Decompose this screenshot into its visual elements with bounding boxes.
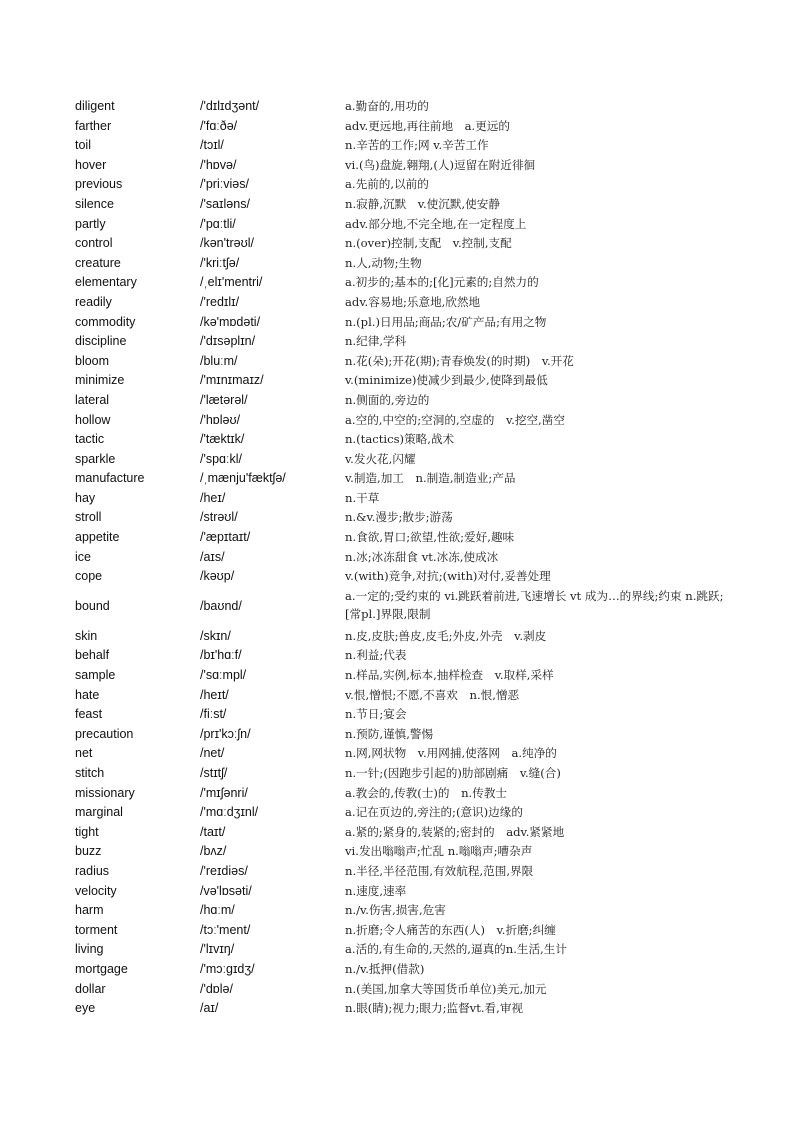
entry-definition: n.(over)控制,支配 v.控制,支配 — [345, 236, 512, 251]
vocab-row — [75, 960, 725, 980]
entry-definition: n.(pl.)日用品;商品;农/矿产品;有用之物 — [345, 314, 547, 329]
vocab-row — [75, 999, 725, 1019]
vocab-row — [75, 450, 725, 470]
entry-phonetic: /bluːm/ — [200, 353, 238, 368]
entry-phonetic: /'lætərəl/ — [200, 392, 248, 407]
vocab-row — [75, 430, 725, 450]
entry-phonetic: /net/ — [200, 746, 225, 761]
vocab-row — [75, 823, 725, 843]
entry-phonetic: /'æpɪtaɪt/ — [200, 530, 251, 545]
entry-word: velocity — [75, 883, 117, 898]
entry-phonetic: /'dɪsəplɪn/ — [200, 334, 256, 349]
entry-word: skin — [75, 628, 98, 643]
entry-definition: v.发火花,闪耀 — [345, 451, 416, 466]
entry-definition: a.活的,有生命的,天然的,逼真的n.生活,生计 — [345, 942, 567, 957]
vocab-row — [75, 744, 725, 764]
entry-definition: adv.更远地,再往前地 a.更远的 — [345, 118, 511, 133]
entry-definition: n.折磨;令人痛苦的东西(人) v.折磨;纠缠 — [345, 922, 556, 937]
entry-word: tactic — [75, 432, 105, 447]
vocab-row — [75, 725, 725, 745]
entry-word: commodity — [75, 314, 136, 329]
entry-definition: adv.容易地;乐意地,欣然地 — [345, 294, 481, 309]
vocabulary-list — [75, 97, 725, 1019]
entry-phonetic: /'mɑːdʒɪnl/ — [200, 805, 259, 820]
vocab-row — [75, 254, 725, 274]
vocab-row — [75, 273, 725, 293]
entry-phonetic: /'lɪvɪŋ/ — [200, 942, 235, 957]
entry-phonetic: /kəʊp/ — [200, 569, 235, 584]
vocab-row — [75, 921, 725, 941]
vocab-row — [75, 293, 725, 313]
entry-word: eye — [75, 1001, 96, 1016]
entry-definition: v.制造,加工 n.制造,制造业;产品 — [345, 471, 516, 486]
vocab-row — [75, 842, 725, 862]
entry-phonetic: /'redɪlɪ/ — [200, 294, 240, 309]
vocab-row — [75, 175, 725, 195]
entry-word: sparkle — [75, 451, 116, 466]
entry-word: creature — [75, 255, 121, 270]
entry-definition: a.记在页边的,旁注的;(意识)边缘的 — [345, 805, 523, 820]
vocab-row — [75, 215, 725, 235]
entry-phonetic: /'mɪʃənri/ — [200, 785, 248, 800]
entry-word: living — [75, 942, 104, 957]
vocab-row — [75, 803, 725, 823]
vocab-row — [75, 117, 725, 137]
vocab-row — [75, 234, 725, 254]
entry-word: sample — [75, 668, 116, 683]
vocab-row — [75, 313, 725, 333]
entry-definition: n.&v.漫步;散步;游荡 — [345, 510, 453, 525]
entry-word: marginal — [75, 805, 123, 820]
entry-definition: v.(minimize)使减少到最少,使降到最低 — [345, 373, 548, 388]
entry-phonetic: /heɪt/ — [200, 687, 229, 702]
entry-word: behalf — [75, 648, 110, 663]
vocab-row — [75, 508, 725, 528]
entry-word: mortgage — [75, 961, 128, 976]
vocab-row — [75, 882, 725, 902]
entry-definition: n.人,动物;生物 — [345, 255, 422, 270]
vocab-row — [75, 627, 725, 647]
vocab-row — [75, 646, 725, 666]
entry-definition: a.勤奋的,用功的 — [345, 99, 429, 113]
entry-word: stitch — [75, 766, 105, 780]
entry-phonetic: /bʌz/ — [200, 844, 227, 859]
entry-word: torment — [75, 922, 118, 937]
entry-phonetic: /'sɑːmpl/ — [200, 668, 247, 683]
vocab-row — [75, 391, 725, 411]
vocab-row — [75, 862, 725, 882]
entry-definition: n.寂静,沉默 v.使沉默,使安静 — [345, 196, 500, 211]
entry-definition: n.网,网状物 v.用网捕,使落网 a.纯净的 — [345, 746, 557, 761]
entry-definition: n.眼(睛);视力;眼力;监督vt.看,审视 — [345, 1001, 524, 1016]
entry-phonetic: /aɪ/ — [200, 1001, 219, 1016]
entry-word: discipline — [75, 334, 127, 349]
entry-word: manufacture — [75, 471, 145, 486]
vocab-row — [75, 489, 725, 509]
vocab-row — [75, 705, 725, 725]
entry-phonetic: /prɪ'kɔːʃn/ — [200, 726, 251, 741]
entry-word: feast — [75, 707, 103, 722]
entry-definition: n.皮,皮肤;兽皮,皮毛;外皮,外壳 v.剥皮 — [345, 628, 547, 643]
entry-phonetic: /'priːviəs/ — [200, 177, 249, 192]
vocab-row — [75, 528, 725, 548]
vocab-row — [75, 784, 725, 804]
entry-phonetic: /'spɑːkl/ — [200, 451, 242, 466]
entry-definition: n.干草 — [345, 490, 380, 505]
entry-definition: adv.部分地,不完全地,在一定程度上 — [345, 216, 527, 231]
vocab-row — [75, 371, 725, 391]
entry-phonetic: /'tæktɪk/ — [200, 432, 245, 447]
vocab-row — [75, 332, 725, 352]
vocab-row — [75, 352, 725, 372]
entry-phonetic: /bɪ'hɑːf/ — [200, 648, 242, 663]
entry-definition: a.先前的,以前的 — [345, 177, 429, 192]
entry-definition: v.(with)竞争,对抗;(with)对付,妥善处理 — [345, 569, 551, 584]
entry-word: hate — [75, 687, 100, 702]
vocab-row — [75, 156, 725, 176]
entry-word: previous — [75, 177, 123, 192]
entry-definition: n.(tactics)策略,战术 — [345, 432, 455, 447]
entry-phonetic: /'hɒvə/ — [200, 157, 237, 172]
entry-phonetic: /'mɔːgɪdʒ/ — [200, 961, 255, 976]
entry-definition: n.样品,实例,标本,抽样检查 v.取样,采样 — [345, 668, 554, 683]
vocab-row — [75, 587, 725, 627]
entry-phonetic: /baʊnd/ — [200, 598, 242, 613]
entry-word: minimize — [75, 373, 125, 388]
entry-phonetic: /stɪtʃ/ — [200, 766, 228, 780]
entry-word: hollow — [75, 412, 111, 427]
entry-definition: a.紧的;紧身的,装紧的;密封的 adv.紧紧地 — [345, 824, 565, 839]
entry-word: harm — [75, 903, 104, 918]
entry-word: toil — [75, 138, 91, 153]
vocab-row — [75, 97, 725, 117]
vocab-row — [75, 567, 725, 587]
entry-definition: n.预防,谨慎,警惕 — [345, 726, 434, 741]
entry-definition: vi.(鸟)盘旋,翱翔,(人)逗留在附近徘徊 — [345, 157, 536, 172]
entry-definition: n.食欲,胃口;欲望,性欲;爱好,趣味 — [345, 530, 515, 545]
entry-phonetic: /'hɒləʊ/ — [200, 412, 241, 427]
entry-definition: n.辛苦的工作;网 v.辛苦工作 — [345, 138, 489, 153]
vocab-row — [75, 136, 725, 156]
vocab-row — [75, 980, 725, 1000]
entry-definition: n.节日;宴会 — [345, 707, 407, 722]
entry-definition: a.空的,中空的;空洞的,空虚的 v.挖空,凿空 — [345, 412, 565, 427]
entry-phonetic: /'fɑːðə/ — [200, 118, 238, 133]
entry-word: readily — [75, 294, 112, 309]
entry-word: buzz — [75, 844, 102, 859]
entry-definition: a.一定的;受约束的 vi.跳跃着前进,飞速增长 vt 成为…的界线;约束 n.跳跃;[常pl.]界限,限制 — [345, 588, 724, 621]
entry-phonetic: /strəʊl/ — [200, 510, 238, 525]
entry-definition: vi.发出嗡嗡声;忙乱 n.嗡嗡声;嘈杂声 — [345, 844, 533, 859]
entry-phonetic: /ˌelɪ'mentri/ — [200, 275, 263, 290]
entry-word: missionary — [75, 785, 135, 800]
entry-word: partly — [75, 216, 106, 231]
entry-definition: n./v.伤害,损害,危害 — [345, 903, 446, 918]
entry-definition: n.纪律,学科 — [345, 334, 407, 349]
entry-word: elementary — [75, 275, 137, 290]
entry-definition: n.花(朵);开花(期);青春焕发(的时期) v.开花 — [345, 353, 574, 368]
entry-phonetic: /hɑːm/ — [200, 903, 235, 918]
entry-word: cope — [75, 569, 103, 584]
entry-word: tight — [75, 824, 99, 839]
entry-word: ice — [75, 549, 91, 564]
entry-word: net — [75, 746, 93, 761]
entry-definition: n.侧面的,旁边的 — [345, 392, 430, 407]
entry-phonetic: /'kriːtʃə/ — [200, 255, 240, 270]
entry-phonetic: /'pɑːtli/ — [200, 216, 236, 231]
entry-definition: a.初步的;基本的;[化]元素的;自然力的 — [345, 275, 539, 290]
entry-word: silence — [75, 196, 114, 211]
entry-phonetic: /'saɪləns/ — [200, 196, 250, 211]
vocab-row — [75, 686, 725, 706]
vocab-row — [75, 195, 725, 215]
entry-phonetic: /tɔː'ment/ — [200, 922, 251, 937]
entry-word: hay — [75, 490, 96, 505]
entry-definition: v.恨,憎恨;不愿,不喜欢 n.恨,憎恶 — [345, 687, 520, 702]
entry-phonetic: /heɪ/ — [200, 490, 226, 505]
entry-word: farther — [75, 118, 112, 133]
entry-phonetic: /fiːst/ — [200, 707, 227, 722]
vocab-row — [75, 548, 725, 568]
entry-word: dollar — [75, 981, 106, 996]
vocab-row — [75, 469, 725, 489]
entry-phonetic: /'reɪdiəs/ — [200, 863, 248, 878]
entry-phonetic: /ˌmænju'fæktʃə/ — [200, 471, 286, 486]
entry-phonetic: /skɪn/ — [200, 628, 231, 643]
entry-word: stroll — [75, 510, 102, 525]
entry-word: bloom — [75, 353, 110, 368]
entry-word: diligent — [75, 99, 115, 113]
entry-phonetic: /taɪt/ — [200, 824, 226, 839]
vocab-row — [75, 940, 725, 960]
entry-definition: n.半径,半径范围,有效航程,范围,界限 — [345, 863, 534, 878]
entry-definition: n.利益;代表 — [345, 648, 407, 663]
entry-phonetic: /və'lɒsəti/ — [200, 883, 252, 898]
entry-word: bound — [75, 598, 110, 613]
entry-definition: a.教会的,传教(士)的 n.传教士 — [345, 785, 508, 800]
entry-phonetic: /kən'trəʊl/ — [200, 236, 254, 251]
entry-phonetic: /'dɪlɪdʒənt/ — [200, 99, 260, 113]
entry-word: lateral — [75, 392, 110, 407]
entry-phonetic: /'mɪnɪmaɪz/ — [200, 373, 264, 388]
entry-phonetic: /'dɒlə/ — [200, 981, 233, 996]
entry-definition: n.冰;冰冻甜食 vt.冰冻,使成冰 — [345, 549, 499, 564]
entry-word: control — [75, 236, 113, 251]
entry-word: radius — [75, 863, 110, 878]
entry-phonetic: /kə'mɒdəti/ — [200, 314, 261, 329]
entry-word: precaution — [75, 726, 134, 741]
entry-word: hover — [75, 157, 107, 172]
vocab-row — [75, 666, 725, 686]
vocab-row — [75, 411, 725, 431]
entry-definition: n./v.抵押(借款) — [345, 961, 425, 976]
vocab-row — [75, 901, 725, 921]
entry-definition: n.速度,速率 — [345, 883, 407, 898]
entry-phonetic: /tɔɪl/ — [200, 138, 224, 153]
entry-word: appetite — [75, 530, 120, 545]
entry-definition: n.一针;(因跑步引起的)肋部剧痛 v.缝(合) — [345, 766, 561, 780]
entry-phonetic: /aɪs/ — [200, 549, 225, 564]
vocab-row — [75, 764, 725, 784]
entry-definition: n.(美国,加拿大等国货币单位)美元,加元 — [345, 981, 547, 996]
